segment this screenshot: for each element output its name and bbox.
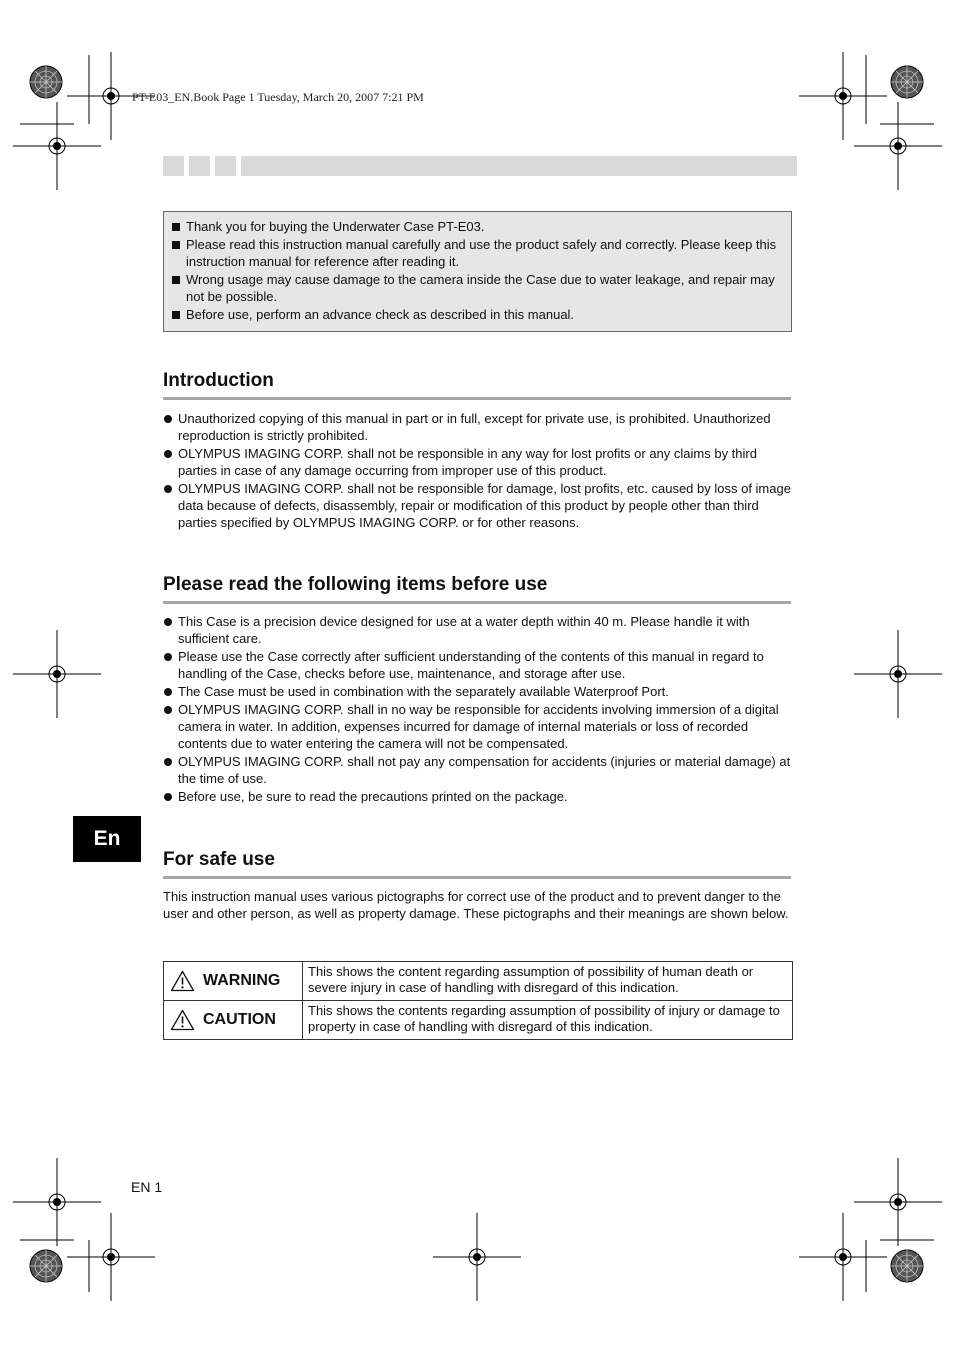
introduction-list — [163, 410, 791, 532]
list-item: This Case is a precision device designed for use at a water depth within 40 m. Please handle it with sufficient care. — [163, 613, 791, 647]
list-item: OLYMPUS IMAGING CORP. shall not pay any compensation for accidents (injuries or material damage) at the time of use. — [163, 753, 791, 787]
before-use-list — [163, 613, 791, 806]
before-use-heading: Please read the following items before use — [163, 574, 791, 604]
warning-triangle-icon — [170, 1009, 195, 1031]
header-bar-block — [215, 156, 236, 176]
list-item: OLYMPUS IMAGING CORP. shall in no way be responsible for accidents involving immersion of a digital camera in water. In addition, expenses incurred for damage of internal materials or loss of recorded contents due to water entering the camera will not be compensated. — [163, 701, 791, 752]
caution-label: CAUTION — [203, 1011, 276, 1028]
notice-item: Wrong usage may cause damage to the camera inside the Case due to water leakage, and repair may not be possible. — [171, 271, 784, 305]
list-item: Unauthorized copying of this manual in part or in full, except for private use, is prohibited. Unauthorized reproduction is strictly prohibited. — [163, 410, 791, 444]
warning-label: WARNING — [203, 972, 281, 989]
list-item: The Case must be used in combination with the separately available Waterproof Port. — [163, 683, 791, 700]
warning-label-cell — [164, 962, 303, 1001]
table-row — [164, 1001, 793, 1040]
notice-box — [163, 211, 792, 332]
notice-item: Before use, perform an advance check as described in this manual. — [171, 306, 784, 323]
caution-description: This shows the contents regarding assumption of possibility of injury or damage to property in case of handling with disregard of this indication. — [303, 1001, 793, 1040]
list-item: Please use the Case correctly after sufficient understanding of the contents of this manual in regard to handling of the Case, checks before use, maintenance, and storage after use. — [163, 648, 791, 682]
list-item: OLYMPUS IMAGING CORP. shall not be responsible for damage, lost profits, etc. caused by loss of image data because of defects, disassembly, repair or modification of this product by people other than third parties specified by OLYMPUS IMAGING CORP. or for other reasons. — [163, 480, 791, 531]
list-item: OLYMPUS IMAGING CORP. shall not be responsible in any way for lost profits or any claims by third parties in case of any damage occurring from improper use of this product. — [163, 445, 791, 479]
language-tab: En — [73, 816, 141, 862]
warning-description: This shows the content regarding assumption of possibility of human death or severe injury in case of handling with disregard of this indication. — [303, 962, 793, 1001]
header-bar — [163, 156, 797, 176]
safe-use-paragraph: This instruction manual uses various pictographs for correct use of the product and to prevent danger to the user and other person, as well as property damage. These pictographs and their meanings are shown below. — [163, 889, 789, 921]
caution-label-cell — [164, 1001, 303, 1040]
pictograph-table — [163, 961, 793, 1040]
header-bar-block — [189, 156, 210, 176]
print-header: PT-E03_EN.Book Page 1 Tuesday, March 20, 2007 7:21 PM — [132, 90, 424, 104]
page-number: EN 1 — [131, 1179, 163, 1195]
introduction-heading: Introduction — [163, 370, 791, 400]
notice-item: Thank you for buying the Underwater Case PT-E03. — [171, 218, 784, 235]
header-bar-strip — [241, 156, 797, 176]
warning-triangle-icon — [170, 970, 195, 992]
header-bar-block — [163, 156, 184, 176]
safe-use-heading: For safe use — [163, 849, 791, 879]
list-item: Before use, be sure to read the precautions printed on the package. — [163, 788, 791, 805]
notice-item: Please read this instruction manual carefully and use the product safely and correctly. Please keep this instruction manual for reference after reading it. — [171, 236, 784, 270]
table-row — [164, 962, 793, 1001]
